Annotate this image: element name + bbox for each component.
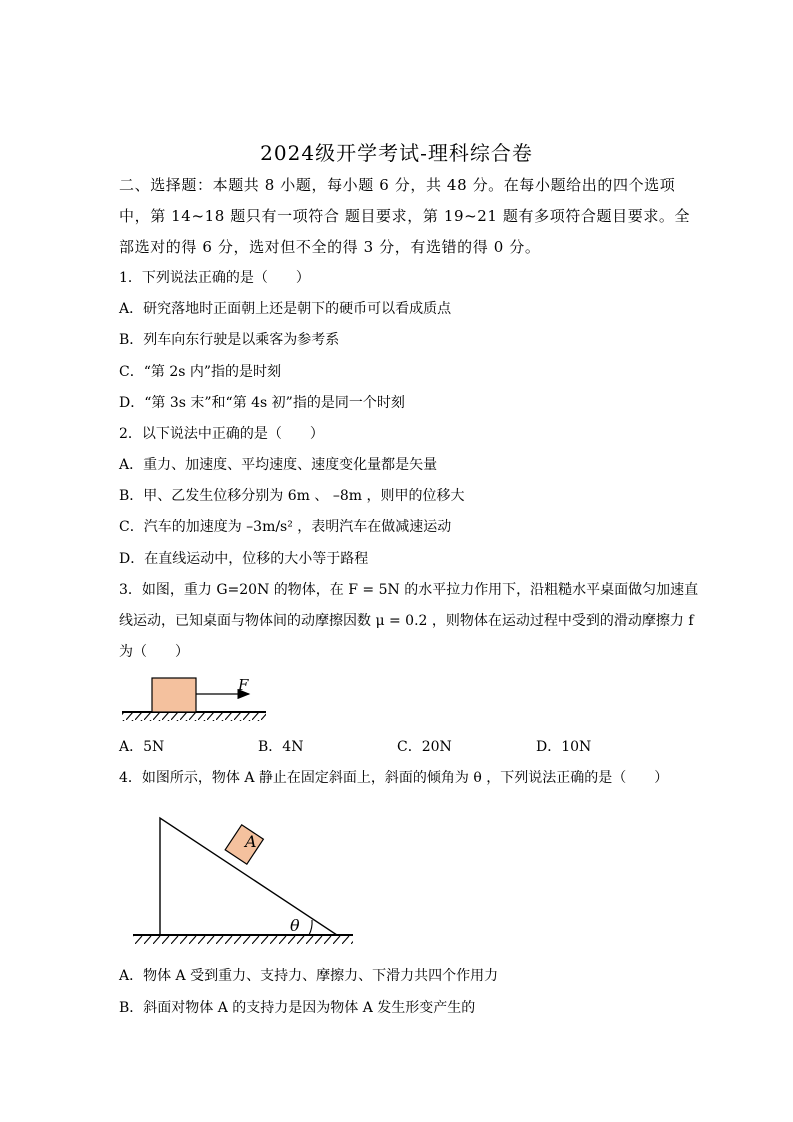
q3-ground-hatch — [122, 713, 266, 721]
q3-force-label: F — [238, 676, 249, 694]
q3-stem-line-2: 线运动，已知桌面与物体间的动摩擦因数 μ = 0.2 ，则物体在运动过程中受到的滑动摩擦力 f — [119, 613, 694, 629]
section-intro-line-2: 中，第 14~18 题只有一项符合 题目要求，第 19~21 题有多项符合题目要求。全 — [119, 207, 691, 225]
q3-stem-line-1: 3．如图，重力 G=20N 的物体，在 F = 5N 的水平拉力作用下，沿粗糙水平桌面做匀加速直 — [119, 582, 699, 598]
q2-option-a: A．重力、加速度、平均速度、速度变化量都是矢量 — [119, 457, 438, 473]
q4-stem: 4．如图所示，物体 A 静止在固定斜面上，斜面的倾角为 θ ，下列说法正确的是（ ） — [119, 770, 669, 786]
q1-option-d: D．“第 3s 末”和“第 4s 初”指的是同一个时刻 — [119, 395, 405, 411]
q3-option-b: B．4N — [258, 739, 304, 755]
q2-stem: 2．以下说法中正确的是（ ） — [119, 426, 324, 442]
q4-ground-hatch — [133, 936, 353, 944]
q3-option-a: A．5N — [119, 739, 165, 755]
q2-option-b: B．甲、乙发生位移分别为 6m 、 –8m ，则甲的位移大 — [119, 488, 465, 504]
q1-option-b: B．列车向东行驶是以乘客为参考系 — [119, 332, 340, 348]
q3-figure — [122, 676, 266, 721]
section-intro-line-1: 二、选择题：本题共 8 小题，每小题 6 分，共 48 分。在每小题给出的四个选项 — [119, 176, 676, 194]
q4-figure — [133, 818, 353, 944]
q4-angle-label: θ — [290, 916, 300, 935]
q4-block-label: A — [245, 832, 257, 851]
q4-angle-arc — [309, 920, 312, 935]
q2-option-c: C．汽车的加速度为 –3m/s² ，表明汽车在做减速运动 — [119, 519, 452, 535]
q3-option-c: C．20N — [397, 739, 452, 755]
q4-option-a: A．物体 A 受到重力、支持力、摩擦力、下滑力共四个作用力 — [119, 968, 499, 984]
q1-stem: 1．下列说法正确的是（ ） — [119, 270, 310, 286]
q1-option-c: C．“第 2s 内”指的是时刻 — [119, 364, 282, 380]
q3-stem-line-3: 为（ ） — [119, 644, 189, 660]
section-intro-line-3: 部选对的得 6 分，选对但不全的得 3 分，有选错的得 0 分。 — [119, 238, 541, 256]
q4-option-b: B．斜面对物体 A 的支持力是因为物体 A 发生形变产生的 — [119, 1000, 476, 1016]
q1-option-a: A．研究落地时正面朝上还是朝下的硬币可以看成质点 — [119, 301, 452, 317]
q3-block — [152, 678, 196, 712]
page-title: 2024级开学考试-理科综合卷 — [260, 141, 533, 165]
q3-option-d: D．10N — [536, 739, 592, 755]
q2-option-d: D．在直线运动中，位移的大小等于路程 — [119, 551, 369, 567]
